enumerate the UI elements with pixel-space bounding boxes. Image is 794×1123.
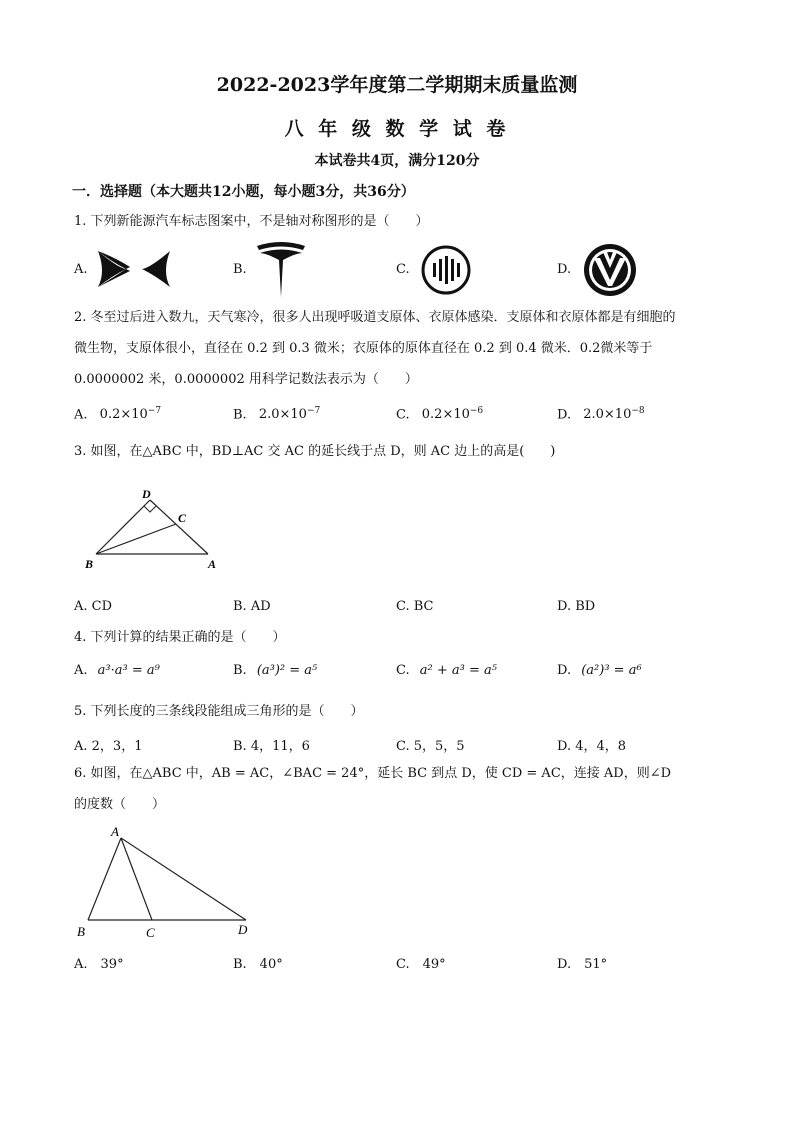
segment-ad bbox=[121, 838, 246, 920]
exam-title: 2022-2023学年度第二学期期末质量监测 bbox=[216, 74, 578, 96]
q2-option-d bbox=[557, 406, 645, 422]
q5-option-c: C. 5，5，5 bbox=[396, 739, 465, 754]
q2-option-b-mantissa: 2.0×10 bbox=[258, 407, 307, 423]
segment-bd bbox=[96, 500, 150, 554]
q2-option-b-label: B. bbox=[233, 407, 247, 423]
q3-stem: 3. 如图，在△ABC 中，BD⊥AC 交 AC 的延长线于点 D，则 AC 边上的高是( ) bbox=[74, 444, 556, 459]
q2-option-d-exponent: −8 bbox=[631, 406, 645, 416]
q6-option-c: C. 49° bbox=[396, 957, 446, 972]
q3-triangle-figure bbox=[80, 484, 230, 578]
q3-option-a: A. CD bbox=[74, 599, 113, 614]
point-label-b: B bbox=[85, 557, 94, 571]
q2-option-d-mantissa: 2.0×10 bbox=[583, 407, 632, 423]
q1-option-a-label: A. bbox=[74, 262, 88, 277]
point-label-d: D bbox=[238, 922, 248, 937]
q6-option-b: B. 40° bbox=[233, 957, 283, 972]
q2-option-c-mantissa: 0.2×10 bbox=[421, 407, 470, 423]
q3-option-c: C. BC bbox=[396, 599, 434, 614]
q2-option-a-label: A. bbox=[74, 407, 88, 423]
segment-da bbox=[150, 500, 208, 554]
q2-option-a-mantissa: 0.2×10 bbox=[99, 407, 148, 423]
point-label-c: C bbox=[178, 511, 187, 525]
point-label-a: A bbox=[208, 557, 217, 571]
q5-option-b: B. 4，11，6 bbox=[233, 739, 310, 754]
segment-bc bbox=[96, 524, 176, 554]
segment-ac bbox=[121, 838, 152, 920]
point-label-b: B bbox=[77, 924, 85, 939]
q1-stem: 1. 下列新能源汽车标志图案中，不是轴对称图形的是（ ） bbox=[74, 214, 429, 229]
segment-ab bbox=[88, 838, 121, 920]
q4-option-b-expr: (a³)² = a⁵ bbox=[256, 663, 318, 678]
q2-line-1: 2. 冬至过后进入数九，天气寒冷，很多人出现呼吸道支原体、衣原体感染．支原体和衣原体都是有细胞的 bbox=[74, 310, 676, 325]
tesla-t-logo-icon bbox=[254, 240, 308, 298]
q4-option-b-label: B. bbox=[233, 663, 247, 678]
q4-option-c bbox=[396, 663, 497, 678]
q5-option-a: A. 2，3，1 bbox=[74, 739, 143, 754]
q2-option-c-exponent: −6 bbox=[469, 406, 484, 416]
q5-option-d: D. 4，4，8 bbox=[557, 739, 627, 754]
q6-line-2: 的度数（ ） bbox=[74, 797, 166, 812]
q4-option-d-expr: (a²)³ = a⁶ bbox=[581, 663, 642, 678]
q4-option-a-label: A. bbox=[74, 663, 88, 678]
q2-option-d-label: D. bbox=[557, 407, 572, 423]
q2-line-3: 0.0000002 米，0.0000002 用科学记数法表示为（ ） bbox=[74, 372, 418, 387]
q4-option-d bbox=[557, 663, 642, 678]
exam-note: 本试卷共4页，满分120分 bbox=[314, 153, 480, 169]
q6-triangle-figure bbox=[74, 822, 264, 946]
section-heading: 一．选择题（本大题共12小题，每小题3分，共36分） bbox=[72, 184, 415, 200]
point-label-a: A bbox=[111, 824, 119, 839]
q6-line-1: 6. 如图，在△ABC 中，AB = AC，∠BAC = 24°，延长 BC 到点 D，使 CD = AC，连接 AD，则∠D bbox=[74, 766, 672, 781]
q4-option-b bbox=[233, 663, 317, 678]
q1-option-c-label: C. bbox=[396, 262, 410, 277]
x-mark-logo-icon bbox=[96, 248, 172, 290]
q6-option-d: D. 51° bbox=[557, 957, 608, 972]
exam-subtitle: 八 年 级 数 学 试 卷 bbox=[284, 118, 510, 140]
q6-option-a: A. 39° bbox=[74, 957, 124, 972]
q4-option-d-label: D. bbox=[557, 663, 572, 678]
q5-stem: 5. 下列长度的三条线段能组成三角形的是（ ） bbox=[74, 704, 364, 719]
point-label-d: D bbox=[142, 487, 151, 501]
q1-option-b-label: B. bbox=[233, 262, 247, 277]
q2-option-b bbox=[233, 406, 320, 422]
bars-circle-logo-icon bbox=[420, 244, 472, 296]
vw-logo-icon bbox=[582, 242, 638, 298]
q2-option-c-label: C. bbox=[396, 407, 410, 423]
q2-option-c bbox=[396, 406, 483, 422]
q3-option-d: D. BD bbox=[557, 599, 596, 614]
q4-stem: 4. 下列计算的结果正确的是（ ） bbox=[74, 630, 286, 645]
right-angle-mark bbox=[144, 506, 156, 512]
q2-line-2: 微生物，支原体很小，直径在 0.2 到 0.3 微米；衣原体的原体直径在 0.2 到 0.4 微米．0.2微米等于 bbox=[74, 341, 653, 356]
point-label-c: C bbox=[146, 925, 155, 940]
q2-option-a-exponent: −7 bbox=[147, 406, 162, 416]
q2-option-a bbox=[74, 406, 161, 422]
q4-option-c-expr: a² + a³ = a⁵ bbox=[419, 663, 497, 678]
q3-option-b: B. AD bbox=[233, 599, 271, 614]
q1-option-d-label: D. bbox=[557, 262, 572, 277]
q4-option-c-label: C. bbox=[396, 663, 410, 678]
q4-option-a-expr: a³·a³ = a⁹ bbox=[97, 663, 160, 678]
q2-option-b-exponent: −7 bbox=[306, 406, 321, 416]
q4-option-a bbox=[74, 663, 160, 678]
